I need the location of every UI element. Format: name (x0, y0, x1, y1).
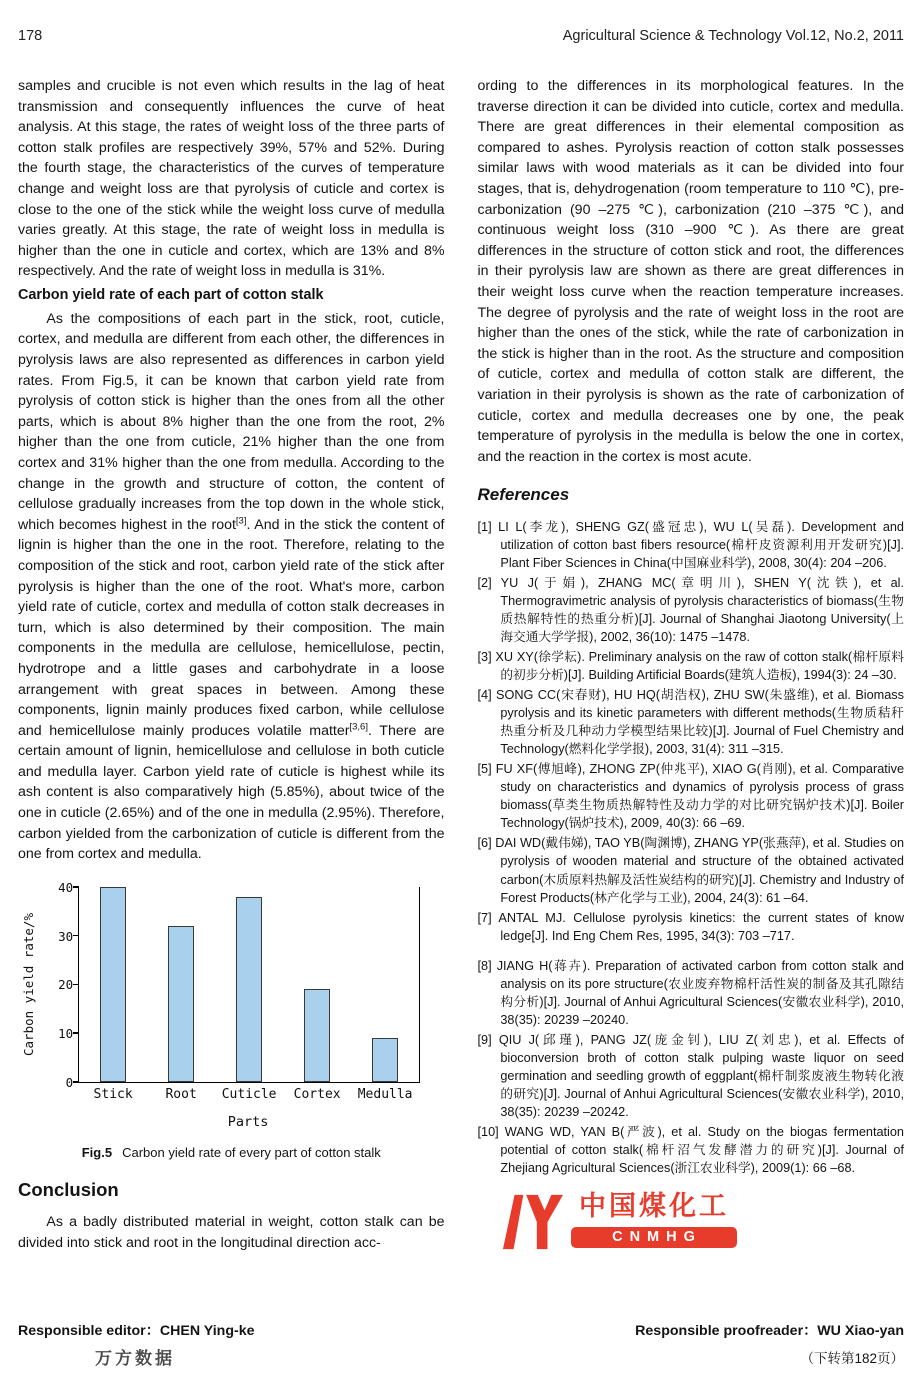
chart-x-tick-label: Cortex (293, 1087, 341, 1102)
reference-item: [9] QIU J(邱瑾), PANG JZ(庞金钊), LIU Z(刘忠), et al. Effects of bioconversion broth of cotton stalk pulping waste liquor on seed germination and seedling growth of eggplant(棉杆制浆废液生物转化液的研究)[J]. Journal of Anhui Agricultural Sciences(安徽农业科学), 2010, 38(35): 20239 –20242. (477, 1032, 904, 1119)
chart-y-tick-label: 40 (58, 879, 74, 895)
figure-caption (18, 1144, 445, 1163)
chart-bar-cortex (304, 989, 330, 1082)
chart-y-tick-mark (73, 984, 79, 985)
left-column (18, 76, 445, 1255)
chart-y-tick-label: 20 (58, 977, 74, 993)
chart-plot-area-wrap (58, 879, 420, 1133)
continued-on-page-note: （下转第182页） (800, 1351, 904, 1366)
body-paragraph: ording to the differences in its morphological features. In the traverse direction it can be divided into cuticle, cortex and medulla. There are great differences in their elemental composition as compared to ashes. Pyrolysis reaction of cotton stalk possesses similar laws with wood materials as it can be divided into four stages, that is, dehydrogenation (room temperature to 110 ℃), pre-carbonization (90 –275 ℃), carbonization (210 –375 ℃), and continuous weight loss (310 –900 ℃). As there are great differences in the structure of cotton stick and root, the differences in their pyrolysis law are shown as there are great differences in their weight loss curve when the reaction temperature increases. The degree of pyrolysis and the rate of weight loss in the root are higher than the ones of the stick, while the rate of carbonization in the stick is higher than in the root. As the structure and composition of cuticle, cortex and medulla of cotton stalk are different, the variation in their pyrolysis is shown as the rate of carbonization of cuticle, cortex and medulla decreases one by one, the peak temperature of pyrolysis in the medulla is below the one in cortex, and the reaction in the cortex is most acute. (477, 78, 904, 465)
figure-caption-label: Fig.5 (81, 1145, 113, 1161)
citation-superscript: [3,6] (349, 720, 368, 732)
chart-bar-medulla (372, 1038, 398, 1082)
chart-y-tick-label: 30 (58, 928, 74, 944)
section-heading: Carbon yield rate of each part of cotton stalk (18, 286, 324, 303)
cnmhg-latin-text: CNMHG (571, 1227, 737, 1248)
wanfang-data-watermark: 万方数据 (95, 1349, 175, 1368)
chart-y-axis-label: Carbon yield rate/% (21, 912, 36, 1056)
chart-x-tick-label: Stick (93, 1087, 133, 1102)
chart-x-tick-label: Medulla (357, 1087, 413, 1102)
conclusion-paragraph: As a badly distributed material in weight, cotton stalk can be divided into stick and root in the longitudinal direction acc- (18, 1214, 445, 1251)
reference-item: [7] ANTAL MJ. Cellulose pyrolysis kinetics: the current states of know ledge[J]. Ind Eng Chem Res, 1995, 34(3): 703 –717. (477, 910, 904, 943)
chart-y-tick-mark (73, 1081, 79, 1082)
chart-x-tick-label: Root (165, 1087, 197, 1102)
reference-item: [8] JIANG H(蒋卉). Preparation of activated carbon from cotton stalk and analysis on its pore structure(农业废弃物棉杆活性炭的制备及其孔隙结构分析)[J]. Journal of Anhui Agricultural Sciences(安徽农业科学), 2010, 38(35): 20239 –20240. (477, 958, 904, 1027)
right-column (478, 76, 905, 1255)
cnmhg-logo-text-block (571, 1192, 737, 1248)
reference-item: [4] SONG CC(宋春财), HU HQ(胡浩权), ZHU SW(朱盛维), et al. Biomass pyrolysis and its kinetic parameters with different methods(生物质秸秆热重分析及几种动力学模型结果比较)[J]. Journal of Fuel Chemistry and Technology(燃料化学学报), 2003, 31(4): 311 –315. (477, 688, 904, 757)
responsible-editor: Responsible editor：CHEN Ying-ke (18, 1323, 255, 1339)
conclusion-heading: Conclusion (18, 1179, 119, 1201)
chart-x-tick-label: Cuticle (221, 1087, 277, 1102)
paragraph-text: . There are certain amount of lignin, hemicellulose and cellulose in both cuticle and medulla layer. Carbon yield rate of cuticle is highest while its ash content is also comparatively high (5.85%), about twice of the one in cuticle (2.65%) and of the one in medulla (2.95%). Therefore, carbon yielded from the carbonization of cuticle is different from the one from cortex and medulla. (18, 722, 445, 863)
citation-superscript: [3] (235, 515, 247, 527)
cnmhg-logo-icon (501, 1192, 563, 1257)
chart-bar-stick (100, 887, 126, 1082)
reference-item: [6] DAI WD(戴伟娣), TAO YB(陶渊博), ZHANG YP(张燕萍), et al. Studies on pyrolysis of wooden material and structure of the obtained activated carbon(木质原料热解及活性炭结构的研究)[J]. Chemistry and Industry of Forest Products(林产化学与工业), 2004, 24(3): 61 –64. (477, 836, 904, 905)
responsible-proofreader: Responsible proofreader：WU Xiao-yan (635, 1323, 904, 1339)
cnmhg-chinese-text: 中国煤化工 (579, 1191, 729, 1221)
chart-y-tick-mark (73, 886, 79, 887)
chart-y-tick-label: 0 (65, 1074, 74, 1090)
paragraph-text: . And in the stick the content of lignin is higher than the one in the root. Therefore, relating to the composition of the stick and root, carbon yield rate of the stick after pyrolysis is higher than the one of the root. What's more, carbon yield rate of cuticle, cortex and medulla of cotton stalk decreases in turn, which is also determined by their composition. The main components in the medulla are cellulose, hemicellulose, pectin, hydrotrope and a little gases and carbohydrate in a loose arrangement with great spaces in between. Among these components, lignin mainly produces fixed carbon, while cellulose and hemicellulose mainly produces volatile matter (18, 516, 445, 739)
figure-caption-text: Carbon yield rate of every part of cotton stalk (122, 1145, 381, 1161)
body-paragraph: samples and crucible is not even which results in the lag of heat transmission and consequently influences the curve of heat analysis. At this stage, the rates of weight loss of the three parts of cotton stalk profiles are respectively 39%, 57% and 52%. During the fourth stage, the characteristics of the curves of temperature change and weight loss are that pyrolysis of cuticle and cortex is close to the one of the stick while the weight loss curve of medulla varies greatly. At this stage, the rate of weight loss in medulla is higher than the one in cuticle and cortex, which are 13% and 8% respectively. And the rate of weight loss in medulla is 31%. (18, 78, 445, 280)
body-paragraph (18, 309, 445, 865)
references-list (478, 518, 905, 1177)
chart-y-tick-mark (73, 935, 79, 936)
chart-x-axis-label: Parts (227, 1113, 269, 1130)
page-number: 178 (18, 28, 43, 44)
reference-item: [1] LI L(李龙), SHENG GZ(盛冠忠), WU L(吴磊). Development and utilization of cotton bast fibers resource(棉杆皮资源利用开发研究)[J]. Plant Fiber Sciences in China(中国麻业科学), 2008, 30(4): 204 –206. (477, 519, 904, 570)
chart-plot (58, 879, 420, 1102)
two-column-body (18, 76, 904, 1255)
paragraph-text: As the compositions of each part in the stick, root, cuticle, cortex, and medulla are different from each other, the differences in pyrolysis laws are also represented as differences in carbon yield rates. From Fig.5, it can be known that carbon yield rate from pyrolysis of cotton stick is higher than the ones from all the other parts, which is about 8% higher than the one from the root, 2% higher than the one from cuticle, 21% higher than the one from cortex and 31% higher than the one from medulla. According to the change in the growth and structure of cotton, the content of cellulose gradually increases from the top down in the whole stick, which becomes highest in the root (18, 310, 445, 533)
chart-bar-root (168, 926, 194, 1082)
reference-item: [5] FU XF(傅旭峰), ZHONG ZP(仲兆平), XIAO G(肖刚), et al. Comparative study on characteristics and dynamics of pyrolysis process of grass biomass(草类生物质热解特性及动力学的对比研究锅炉技术)[J]. Boiler Technology(锅炉技术), 2009, 40(3): 66 –69. (477, 762, 904, 831)
reference-item: [3] XU XY(徐学耘). Preliminary analysis on the raw of cotton stalk(棉杆原料的初步分析)[J]. Building Artificial Boards(建筑人造板), 1994(3): 24 –30. (477, 650, 904, 683)
bar-chart (20, 881, 445, 1133)
reference-item: [2] YU J(于娟), ZHANG MC(章明川), SHEN Y(沈铁), et al. Thermogravimetric analysis of pyrolysis characteristics of biomass(生物质热解特性的热重分析)[J]. Journal of Shanghai Jiaotong University(上海交通大学学报), 2002, 36(10): 1475 –1478. (477, 576, 904, 645)
reference-item: [10] WANG WD, YAN B(严波), et al. Study on the biogas fermentation potential of cotton stalk(棉杆沼气发酵潜力的研究)[J]. Journal of Zhejiang Agricultural Sciences(浙江农业科学), 2009(1): 66 –68. (477, 1124, 904, 1175)
chart-y-tick-mark (73, 1032, 79, 1033)
chart-y-tick-label: 10 (58, 1026, 74, 1042)
chart-bar-cuticle (236, 897, 262, 1082)
journal-title: Agricultural Science & Technology Vol.12, No.2, 2011 (562, 28, 904, 44)
page-header (18, 28, 904, 44)
figure-5 (18, 881, 445, 1163)
cnmhg-watermark (497, 1188, 751, 1263)
references-heading: References (477, 485, 570, 505)
